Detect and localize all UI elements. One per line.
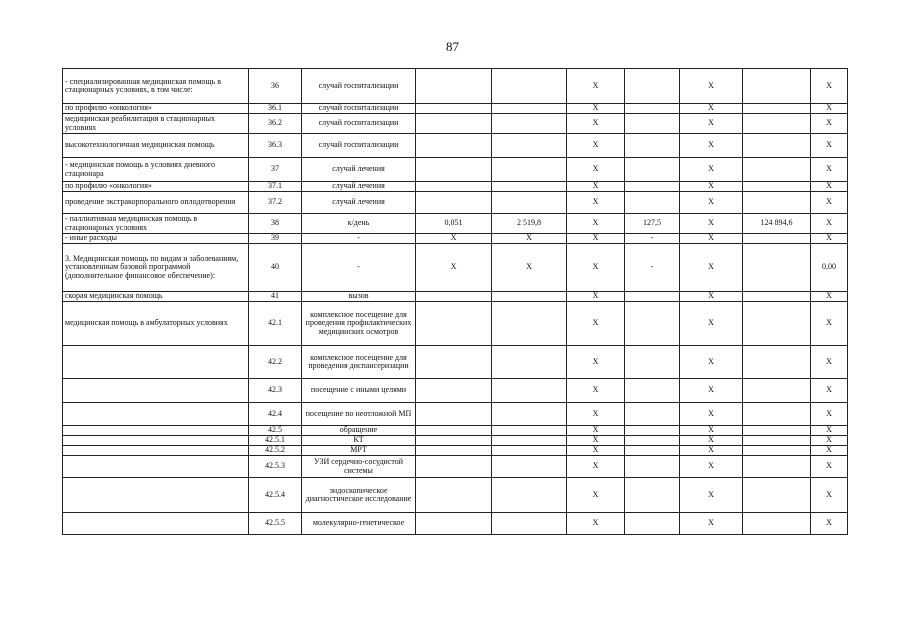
cell-col-10: X <box>811 436 848 446</box>
cell-col-4 <box>416 513 492 535</box>
cell-col-6: X <box>567 182 625 192</box>
cell-col-7: - <box>625 234 680 244</box>
cell-col-4 <box>416 192 492 214</box>
cell-col-9 <box>743 158 811 182</box>
table-row <box>63 114 848 134</box>
cell-name <box>63 436 249 446</box>
cell-col-7 <box>625 379 680 403</box>
cell-name <box>63 379 249 403</box>
cell-col-5: X <box>492 244 567 292</box>
cell-col-8: X <box>680 134 743 158</box>
cell-col-4: X <box>416 244 492 292</box>
cell-col-9 <box>743 436 811 446</box>
cell-col-5 <box>492 182 567 192</box>
cell-col-8: X <box>680 114 743 134</box>
cell-col-5 <box>492 134 567 158</box>
data-table <box>62 68 848 535</box>
cell-col-4 <box>416 114 492 134</box>
cell-col-6: X <box>567 446 625 456</box>
cell-unit: посещение по неотложной МП <box>302 403 416 426</box>
cell-col-8: X <box>680 69 743 104</box>
cell-col-8: X <box>680 234 743 244</box>
cell-col-8: X <box>680 513 743 535</box>
cell-col-10: X <box>811 456 848 478</box>
cell-col-10: X <box>811 426 848 436</box>
cell-col-5 <box>492 69 567 104</box>
cell-unit: случай госпитализации <box>302 69 416 104</box>
cell-col-8: X <box>680 192 743 214</box>
cell-col-10: X <box>811 446 848 456</box>
cell-unit: случай госпитализации <box>302 114 416 134</box>
page-number: 87 <box>446 39 459 54</box>
cell-col-4 <box>416 446 492 456</box>
cell-col-4 <box>416 346 492 379</box>
cell-col-4 <box>416 426 492 436</box>
cell-col-5 <box>492 426 567 436</box>
cell-unit: - <box>302 244 416 292</box>
cell-col-5 <box>492 104 567 114</box>
cell-col-7 <box>625 478 680 513</box>
cell-unit: к/день <box>302 214 416 234</box>
table-body <box>63 69 848 535</box>
cell-name: высокотехнологичная медицинская помощь <box>63 134 249 158</box>
cell-col-8: X <box>680 456 743 478</box>
cell-col-7 <box>625 426 680 436</box>
cell-col-9 <box>743 426 811 436</box>
cell-col-5 <box>492 446 567 456</box>
cell-col-9 <box>743 234 811 244</box>
cell-unit: обращение <box>302 426 416 436</box>
table-row <box>63 426 848 436</box>
cell-col-5 <box>492 403 567 426</box>
cell-col-4 <box>416 436 492 446</box>
cell-col-8: X <box>680 214 743 234</box>
cell-col-7 <box>625 436 680 446</box>
cell-code: 36.3 <box>249 134 302 158</box>
cell-col-5 <box>492 302 567 346</box>
table-row <box>63 69 848 104</box>
table-row <box>63 214 848 234</box>
cell-name <box>63 478 249 513</box>
cell-col-10: 0,00 <box>811 244 848 292</box>
cell-col-4 <box>416 158 492 182</box>
cell-col-8: X <box>680 478 743 513</box>
cell-name: - специализированная медицинская помощь в стационарных условиях, в том числе: <box>63 69 249 104</box>
cell-code: 42.4 <box>249 403 302 426</box>
cell-name <box>63 446 249 456</box>
cell-name <box>63 346 249 379</box>
cell-col-10: X <box>811 379 848 403</box>
cell-col-6: X <box>567 456 625 478</box>
cell-col-7 <box>625 446 680 456</box>
cell-col-9 <box>743 244 811 292</box>
cell-col-10: X <box>811 114 848 134</box>
cell-col-6: X <box>567 114 625 134</box>
cell-col-6: X <box>567 379 625 403</box>
cell-col-9 <box>743 513 811 535</box>
cell-col-6: X <box>567 234 625 244</box>
cell-col-5 <box>492 292 567 302</box>
cell-unit: молекулярно-генетическое <box>302 513 416 535</box>
cell-col-10: X <box>811 403 848 426</box>
cell-col-7 <box>625 346 680 379</box>
cell-col-10: X <box>811 134 848 158</box>
cell-name: - паллиативная медицинская помощь в стационарных условиях <box>63 214 249 234</box>
cell-unit: - <box>302 234 416 244</box>
cell-name: по профилю «онкология» <box>63 104 249 114</box>
cell-col-10: X <box>811 214 848 234</box>
cell-name: - иные расходы <box>63 234 249 244</box>
table-row <box>63 292 848 302</box>
cell-col-4: 0,051 <box>416 214 492 234</box>
cell-name <box>63 426 249 436</box>
cell-col-7 <box>625 456 680 478</box>
cell-col-9: 124 894,6 <box>743 214 811 234</box>
cell-col-6: X <box>567 478 625 513</box>
cell-name: по профилю «онкология» <box>63 182 249 192</box>
cell-col-6: X <box>567 302 625 346</box>
cell-col-7 <box>625 403 680 426</box>
cell-col-5: 2 519,8 <box>492 214 567 234</box>
cell-code: 41 <box>249 292 302 302</box>
table-row <box>63 446 848 456</box>
cell-col-6: X <box>567 69 625 104</box>
cell-col-7: 127,5 <box>625 214 680 234</box>
cell-code: 42.5.5 <box>249 513 302 535</box>
cell-unit: случай госпитализации <box>302 134 416 158</box>
cell-code: 37.1 <box>249 182 302 192</box>
cell-unit: случай госпитализации <box>302 104 416 114</box>
cell-col-8: X <box>680 244 743 292</box>
table-row <box>63 436 848 446</box>
table-row <box>63 302 848 346</box>
cell-col-5 <box>492 114 567 134</box>
cell-name: - медицинская помощь в условиях дневного стационара <box>63 158 249 182</box>
cell-col-7 <box>625 104 680 114</box>
cell-col-4: X <box>416 234 492 244</box>
cell-col-9 <box>743 292 811 302</box>
cell-col-6: X <box>567 244 625 292</box>
cell-col-4 <box>416 104 492 114</box>
cell-col-8: X <box>680 104 743 114</box>
cell-col-6: X <box>567 134 625 158</box>
cell-col-6: X <box>567 192 625 214</box>
cell-col-9 <box>743 446 811 456</box>
cell-name: проведение экстракорпорального оплодотворения <box>63 192 249 214</box>
cell-col-4 <box>416 379 492 403</box>
cell-col-6: X <box>567 436 625 446</box>
cell-code: 42.2 <box>249 346 302 379</box>
cell-code: 40 <box>249 244 302 292</box>
cell-col-10: X <box>811 478 848 513</box>
cell-name: медицинская помощь в амбулаторных условиях <box>63 302 249 346</box>
cell-unit: вызов <box>302 292 416 302</box>
cell-col-4 <box>416 182 492 192</box>
cell-col-9 <box>743 69 811 104</box>
cell-col-10: X <box>811 104 848 114</box>
cell-col-6: X <box>567 403 625 426</box>
table-row <box>63 403 848 426</box>
cell-col-10: X <box>811 158 848 182</box>
cell-name: медицинская реабилитация в стационарных условиях <box>63 114 249 134</box>
cell-col-7 <box>625 158 680 182</box>
cell-col-6: X <box>567 104 625 114</box>
cell-col-8: X <box>680 302 743 346</box>
cell-col-9 <box>743 192 811 214</box>
cell-col-7 <box>625 69 680 104</box>
cell-col-5 <box>492 158 567 182</box>
table-row <box>63 134 848 158</box>
cell-code: 36.1 <box>249 104 302 114</box>
cell-code: 37 <box>249 158 302 182</box>
cell-code: 42.3 <box>249 379 302 403</box>
cell-col-9 <box>743 346 811 379</box>
cell-name: скорая медицинская помощь <box>63 292 249 302</box>
cell-col-7 <box>625 192 680 214</box>
cell-col-4 <box>416 302 492 346</box>
table-row <box>63 478 848 513</box>
cell-code: 42.5.4 <box>249 478 302 513</box>
table-row <box>63 244 848 292</box>
cell-unit: МРТ <box>302 446 416 456</box>
cell-col-5 <box>492 436 567 446</box>
cell-col-7 <box>625 513 680 535</box>
cell-col-9 <box>743 114 811 134</box>
cell-col-4 <box>416 134 492 158</box>
cell-unit: случай лечения <box>302 182 416 192</box>
cell-col-4 <box>416 69 492 104</box>
cell-col-9 <box>743 182 811 192</box>
cell-col-8: X <box>680 158 743 182</box>
cell-col-10: X <box>811 302 848 346</box>
cell-code: 42.5.2 <box>249 446 302 456</box>
cell-col-5 <box>492 456 567 478</box>
table-row <box>63 346 848 379</box>
cell-col-7 <box>625 292 680 302</box>
table-row <box>63 182 848 192</box>
cell-col-8: X <box>680 182 743 192</box>
cell-col-9 <box>743 302 811 346</box>
cell-col-5 <box>492 478 567 513</box>
cell-col-7 <box>625 114 680 134</box>
cell-name <box>63 403 249 426</box>
cell-col-4 <box>416 292 492 302</box>
cell-name: 3. Медицинская помощь по видам и заболеваниям, установленным базовой программой (дополнительное финансовое обеспечение): <box>63 244 249 292</box>
cell-unit: посещение с иными целями <box>302 379 416 403</box>
cell-col-10: X <box>811 182 848 192</box>
cell-unit: комплексное посещение для проведения профилактических медицинских осмотров <box>302 302 416 346</box>
cell-col-5 <box>492 513 567 535</box>
cell-col-9 <box>743 104 811 114</box>
cell-col-6: X <box>567 346 625 379</box>
cell-col-6: X <box>567 292 625 302</box>
cell-code: 37.2 <box>249 192 302 214</box>
cell-col-8: X <box>680 426 743 436</box>
cell-name <box>63 456 249 478</box>
cell-code: 38 <box>249 214 302 234</box>
table-row <box>63 192 848 214</box>
cell-col-10: X <box>811 346 848 379</box>
table-row <box>63 104 848 114</box>
cell-name <box>63 513 249 535</box>
cell-col-5 <box>492 346 567 379</box>
cell-col-9 <box>743 456 811 478</box>
cell-unit: случай лечения <box>302 158 416 182</box>
cell-code: 42.5.1 <box>249 436 302 446</box>
cell-col-5 <box>492 379 567 403</box>
cell-col-4 <box>416 478 492 513</box>
cell-code: 36.2 <box>249 114 302 134</box>
cell-code: 42.5.3 <box>249 456 302 478</box>
table-row <box>63 158 848 182</box>
cell-col-8: X <box>680 403 743 426</box>
cell-unit: комплексное посещение для проведения диспансеризации <box>302 346 416 379</box>
cell-code: 42.5 <box>249 426 302 436</box>
cell-col-4 <box>416 403 492 426</box>
table-row <box>63 513 848 535</box>
cell-col-10: X <box>811 234 848 244</box>
cell-col-4 <box>416 456 492 478</box>
cell-col-10: X <box>811 513 848 535</box>
cell-code: 39 <box>249 234 302 244</box>
cell-col-6: X <box>567 214 625 234</box>
cell-unit: случай лечения <box>302 192 416 214</box>
cell-code: 42.1 <box>249 302 302 346</box>
table-row <box>63 456 848 478</box>
cell-col-10: X <box>811 192 848 214</box>
cell-col-5: X <box>492 234 567 244</box>
cell-col-10: X <box>811 292 848 302</box>
cell-col-8: X <box>680 292 743 302</box>
table-row <box>63 379 848 403</box>
cell-unit: эндоскопическое диагностическое исследование <box>302 478 416 513</box>
cell-col-10: X <box>811 69 848 104</box>
cell-col-9 <box>743 379 811 403</box>
cell-col-7 <box>625 182 680 192</box>
cell-col-9 <box>743 478 811 513</box>
cell-col-9 <box>743 134 811 158</box>
cell-col-6: X <box>567 158 625 182</box>
cell-col-5 <box>492 192 567 214</box>
cell-col-7 <box>625 302 680 346</box>
cell-col-7 <box>625 134 680 158</box>
cell-col-6: X <box>567 426 625 436</box>
cell-col-8: X <box>680 346 743 379</box>
cell-code: 36 <box>249 69 302 104</box>
table-row <box>63 234 848 244</box>
cell-col-7: - <box>625 244 680 292</box>
cell-col-9 <box>743 403 811 426</box>
cell-col-8: X <box>680 436 743 446</box>
cell-col-6: X <box>567 513 625 535</box>
cell-unit: УЗИ сердечно-сосудистой системы <box>302 456 416 478</box>
cell-col-8: X <box>680 379 743 403</box>
cell-col-8: X <box>680 446 743 456</box>
cell-unit: КТ <box>302 436 416 446</box>
